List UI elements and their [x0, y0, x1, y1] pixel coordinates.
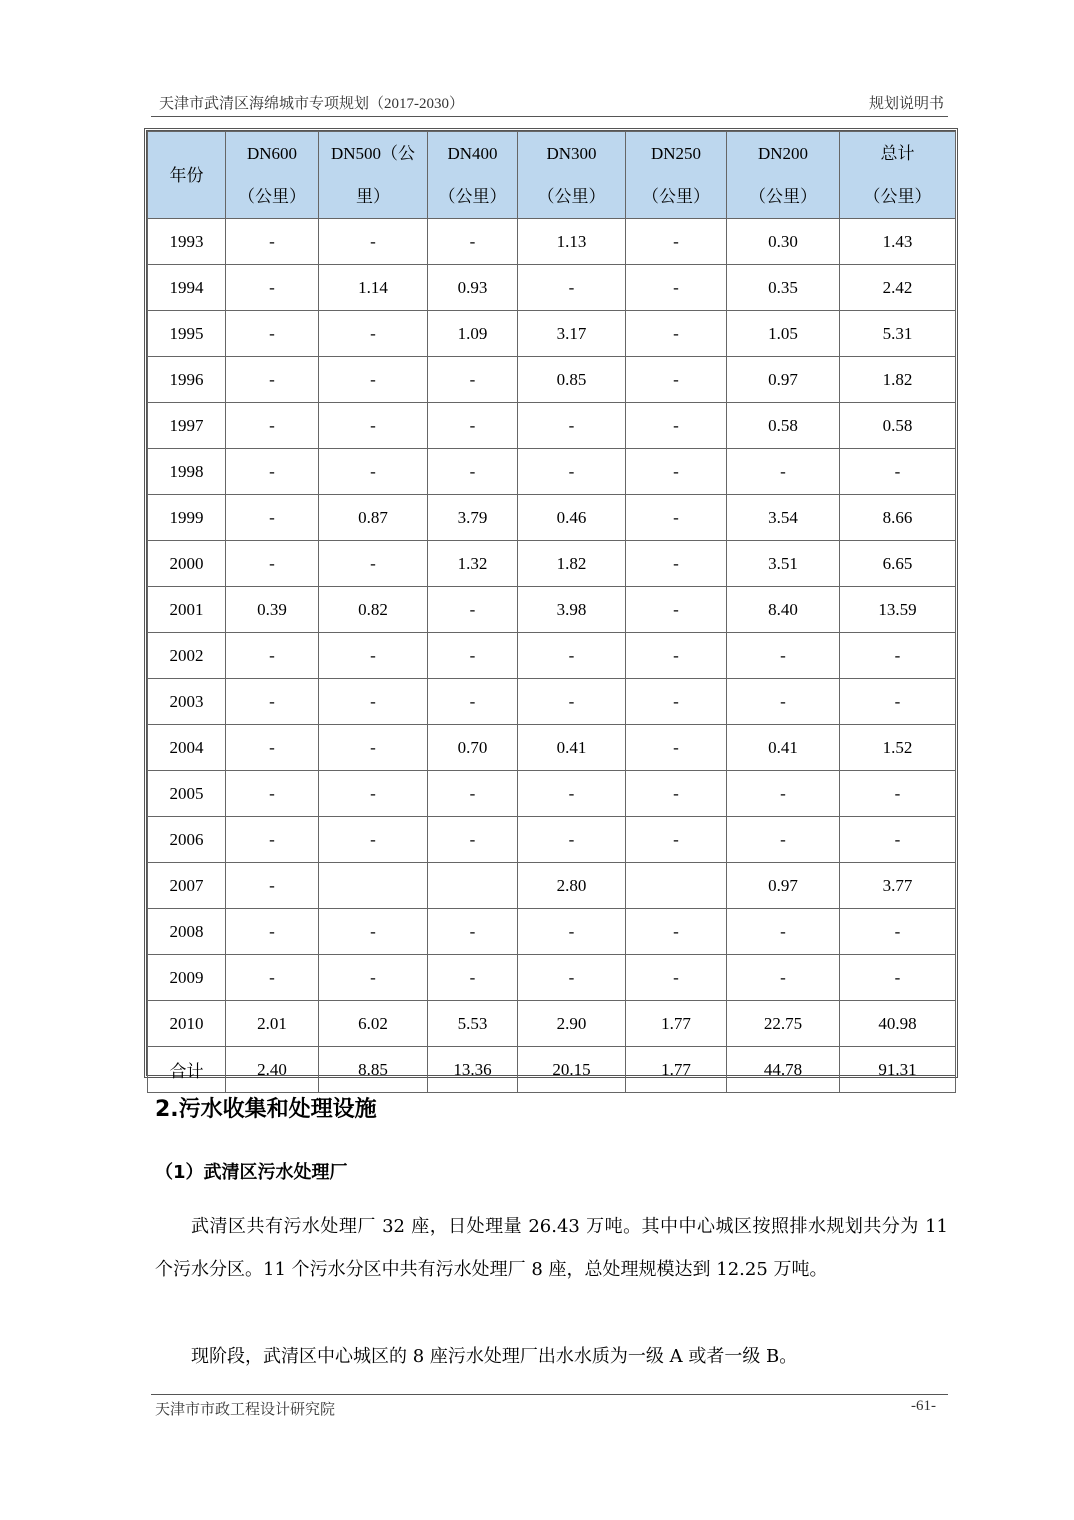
- year-cell: 1997: [148, 403, 226, 449]
- value-cell: [319, 863, 428, 909]
- value-cell: -: [319, 311, 428, 357]
- value-cell: -: [428, 679, 518, 725]
- value-cell: -: [319, 909, 428, 955]
- value-cell: -: [518, 449, 626, 495]
- table-row: [148, 449, 956, 495]
- value-cell: -: [428, 449, 518, 495]
- value-cell: 2.40: [226, 1047, 319, 1093]
- header-doc-type: 规划说明书: [868, 96, 944, 112]
- value-cell: -: [626, 495, 727, 541]
- value-cell: 13.59: [840, 587, 956, 633]
- column-header: [148, 132, 226, 219]
- value-cell: -: [226, 909, 319, 955]
- table-row: [148, 1001, 956, 1047]
- year-cell: 2003: [148, 679, 226, 725]
- value-cell: 1.77: [626, 1001, 727, 1047]
- value-cell: 44.78: [727, 1047, 840, 1093]
- value-cell: -: [226, 265, 319, 311]
- value-cell: 3.79: [428, 495, 518, 541]
- value-cell: -: [226, 357, 319, 403]
- year-cell: 1999: [148, 495, 226, 541]
- value-cell: -: [518, 265, 626, 311]
- value-cell: 8.85: [319, 1047, 428, 1093]
- page-number: -61-: [911, 1398, 936, 1414]
- year-cell: 1995: [148, 311, 226, 357]
- value-cell: -: [428, 771, 518, 817]
- column-header-line1: DN200: [757, 144, 809, 163]
- value-cell: 1.52: [840, 725, 956, 771]
- value-cell: 6.65: [840, 541, 956, 587]
- value-cell: 40.98: [840, 1001, 956, 1047]
- year-cell: 2007: [148, 863, 226, 909]
- table-row: [148, 265, 956, 311]
- header-rule: [151, 116, 948, 117]
- column-header-line1: 总计: [880, 144, 915, 163]
- value-cell: -: [319, 357, 428, 403]
- column-header: [319, 132, 428, 219]
- value-cell: -: [428, 357, 518, 403]
- year-cell: 2005: [148, 771, 226, 817]
- value-cell: -: [226, 633, 319, 679]
- value-cell: -: [428, 909, 518, 955]
- value-cell: -: [626, 265, 727, 311]
- value-cell: 1.14: [319, 265, 428, 311]
- value-cell: 8.66: [840, 495, 956, 541]
- value-cell: -: [319, 679, 428, 725]
- year-cell: 1996: [148, 357, 226, 403]
- value-cell: -: [319, 449, 428, 495]
- value-cell: -: [319, 725, 428, 771]
- value-cell: 0.97: [727, 863, 840, 909]
- paragraph-2: 现阶段，武清区中心城区的 8 座污水处理厂出水水质为一级 A 或者一级 B。: [191, 1346, 798, 1367]
- column-header-line2: （公里）: [863, 187, 932, 206]
- footer-rule: [151, 1394, 948, 1395]
- column-header: [226, 132, 319, 219]
- value-cell: 3.51: [727, 541, 840, 587]
- value-cell: -: [727, 909, 840, 955]
- value-cell: -: [840, 955, 956, 1001]
- value-cell: 5.31: [840, 311, 956, 357]
- value-cell: -: [518, 771, 626, 817]
- total-row: [148, 1047, 956, 1093]
- column-header-line1: DN300: [546, 144, 597, 163]
- value-cell: 3.98: [518, 587, 626, 633]
- value-cell: -: [626, 909, 727, 955]
- year-cell: 2001: [148, 587, 226, 633]
- value-cell: -: [518, 403, 626, 449]
- value-cell: -: [226, 311, 319, 357]
- paragraph-1: 武清区共有污水处理厂 32 座，日处理量 26.43 万吨。其中中心城区按照排水规划共分为 11 个污水分区。11 个污水分区中共有污水处理厂 8 座，总处理规模达到 12.25 万吨。: [155, 1216, 948, 1280]
- value-cell: -: [428, 403, 518, 449]
- value-cell: 0.41: [727, 725, 840, 771]
- pipe-length-table-frame: [144, 128, 958, 1081]
- value-cell: -: [840, 909, 956, 955]
- column-header-line2: （公里）: [238, 187, 306, 206]
- table-row: [148, 863, 956, 909]
- value-cell: -: [319, 771, 428, 817]
- footer-org: 天津市市政工程设计研究院: [155, 1402, 336, 1418]
- column-header-line2: （公里）: [749, 187, 817, 206]
- subsection-title: （1）武清区污水处理厂: [155, 1162, 348, 1183]
- value-cell: -: [226, 219, 319, 265]
- value-cell: -: [428, 817, 518, 863]
- value-cell: -: [319, 633, 428, 679]
- column-header-line2: 里）: [356, 187, 390, 206]
- page-header: [151, 92, 948, 116]
- value-cell: 0.39: [226, 587, 319, 633]
- table-row: [148, 495, 956, 541]
- value-cell: -: [626, 311, 727, 357]
- value-cell: -: [226, 771, 319, 817]
- value-cell: 1.13: [518, 219, 626, 265]
- value-cell: -: [840, 771, 956, 817]
- value-cell: -: [319, 403, 428, 449]
- section-title: 2.污水收集和处理设施: [155, 1097, 377, 1122]
- value-cell: 3.54: [727, 495, 840, 541]
- year-cell: 1998: [148, 449, 226, 495]
- header-title: 天津市武清区海绵城市专项规划（2017-2030）: [159, 96, 464, 112]
- value-cell: 0.41: [518, 725, 626, 771]
- value-cell: -: [626, 955, 727, 1001]
- value-cell: 20.15: [518, 1047, 626, 1093]
- table-row: [148, 725, 956, 771]
- value-cell: [626, 863, 727, 909]
- value-cell: 0.82: [319, 587, 428, 633]
- column-header: [518, 132, 626, 219]
- table-row: [148, 311, 956, 357]
- value-cell: -: [626, 219, 727, 265]
- value-cell: 0.70: [428, 725, 518, 771]
- value-cell: 5.53: [428, 1001, 518, 1047]
- value-cell: -: [428, 219, 518, 265]
- value-cell: 0.97: [727, 357, 840, 403]
- value-cell: 91.31: [840, 1047, 956, 1093]
- value-cell: -: [226, 955, 319, 1001]
- value-cell: -: [727, 771, 840, 817]
- value-cell: 13.36: [428, 1047, 518, 1093]
- value-cell: 2.80: [518, 863, 626, 909]
- value-cell: -: [727, 955, 840, 1001]
- value-cell: -: [226, 817, 319, 863]
- value-cell: -: [840, 633, 956, 679]
- value-cell: -: [626, 541, 727, 587]
- value-cell: 0.58: [727, 403, 840, 449]
- table-row: [148, 817, 956, 863]
- value-cell: 22.75: [727, 1001, 840, 1047]
- column-header-line1: 年份: [169, 165, 204, 185]
- column-header-line2: （公里）: [642, 187, 710, 206]
- value-cell: -: [226, 495, 319, 541]
- year-cell: 2002: [148, 633, 226, 679]
- value-cell: -: [226, 541, 319, 587]
- column-header: [626, 132, 727, 219]
- value-cell: -: [626, 679, 727, 725]
- year-cell: 2006: [148, 817, 226, 863]
- year-cell: 1994: [148, 265, 226, 311]
- value-cell: 8.40: [727, 587, 840, 633]
- value-cell: -: [518, 955, 626, 1001]
- column-header: [428, 132, 518, 219]
- table-row: [148, 633, 956, 679]
- year-cell: 2008: [148, 909, 226, 955]
- value-cell: -: [626, 817, 727, 863]
- value-cell: -: [727, 449, 840, 495]
- value-cell: -: [626, 771, 727, 817]
- value-cell: 0.85: [518, 357, 626, 403]
- value-cell: -: [518, 633, 626, 679]
- value-cell: -: [428, 955, 518, 1001]
- value-cell: 1.32: [428, 541, 518, 587]
- value-cell: 1.82: [518, 541, 626, 587]
- value-cell: 0.93: [428, 265, 518, 311]
- value-cell: 0.30: [727, 219, 840, 265]
- value-cell: 1.43: [840, 219, 956, 265]
- header-row: [148, 132, 956, 219]
- value-cell: -: [626, 403, 727, 449]
- value-cell: 0.46: [518, 495, 626, 541]
- table-row: [148, 955, 956, 1001]
- table-header: [148, 132, 956, 219]
- value-cell: -: [226, 679, 319, 725]
- value-cell: -: [626, 357, 727, 403]
- value-cell: -: [319, 541, 428, 587]
- value-cell: 2.90: [518, 1001, 626, 1047]
- value-cell: -: [727, 633, 840, 679]
- value-cell: 2.01: [226, 1001, 319, 1047]
- value-cell: -: [518, 679, 626, 725]
- table-row: [148, 587, 956, 633]
- value-cell: -: [840, 449, 956, 495]
- column-header-line1: DN400: [447, 144, 498, 163]
- table-row: [148, 219, 956, 265]
- value-cell: 1.82: [840, 357, 956, 403]
- value-cell: 6.02: [319, 1001, 428, 1047]
- table-body: [148, 219, 956, 1093]
- value-cell: 0.58: [840, 403, 956, 449]
- value-cell: -: [428, 633, 518, 679]
- value-cell: 3.77: [840, 863, 956, 909]
- value-cell: -: [840, 817, 956, 863]
- value-cell: 3.17: [518, 311, 626, 357]
- value-cell: -: [428, 587, 518, 633]
- value-cell: -: [626, 587, 727, 633]
- column-header-line2: （公里）: [537, 187, 606, 206]
- table-row: [148, 909, 956, 955]
- value-cell: -: [626, 725, 727, 771]
- value-cell: -: [727, 817, 840, 863]
- column-header-line1: DN250: [650, 144, 702, 163]
- value-cell: -: [518, 909, 626, 955]
- column-header-line2: （公里）: [438, 187, 507, 206]
- value-cell: -: [626, 449, 727, 495]
- column-header-line1: DN500（公: [330, 144, 416, 163]
- value-cell: 1.05: [727, 311, 840, 357]
- value-cell: -: [226, 449, 319, 495]
- column-header: [840, 132, 956, 219]
- year-cell: 合计: [148, 1047, 226, 1093]
- value-cell: -: [727, 679, 840, 725]
- value-cell: [428, 863, 518, 909]
- table-row: [148, 679, 956, 725]
- year-cell: 1993: [148, 219, 226, 265]
- value-cell: -: [319, 817, 428, 863]
- column-header: [727, 132, 840, 219]
- table-row: [148, 357, 956, 403]
- value-cell: -: [518, 817, 626, 863]
- value-cell: 0.87: [319, 495, 428, 541]
- value-cell: -: [226, 403, 319, 449]
- table-row: [148, 771, 956, 817]
- year-cell: 2004: [148, 725, 226, 771]
- value-cell: -: [319, 955, 428, 1001]
- value-cell: 2.42: [840, 265, 956, 311]
- value-cell: 1.09: [428, 311, 518, 357]
- year-cell: 2000: [148, 541, 226, 587]
- value-cell: -: [626, 633, 727, 679]
- value-cell: 1.77: [626, 1047, 727, 1093]
- value-cell: -: [226, 863, 319, 909]
- value-cell: -: [226, 725, 319, 771]
- value-cell: 0.35: [727, 265, 840, 311]
- table-row: [148, 541, 956, 587]
- value-cell: -: [319, 219, 428, 265]
- year-cell: 2010: [148, 1001, 226, 1047]
- year-cell: 2009: [148, 955, 226, 1001]
- pipe-length-table: [147, 131, 956, 1093]
- column-header-line1: DN600: [246, 144, 298, 163]
- table-row: [148, 403, 956, 449]
- value-cell: -: [840, 679, 956, 725]
